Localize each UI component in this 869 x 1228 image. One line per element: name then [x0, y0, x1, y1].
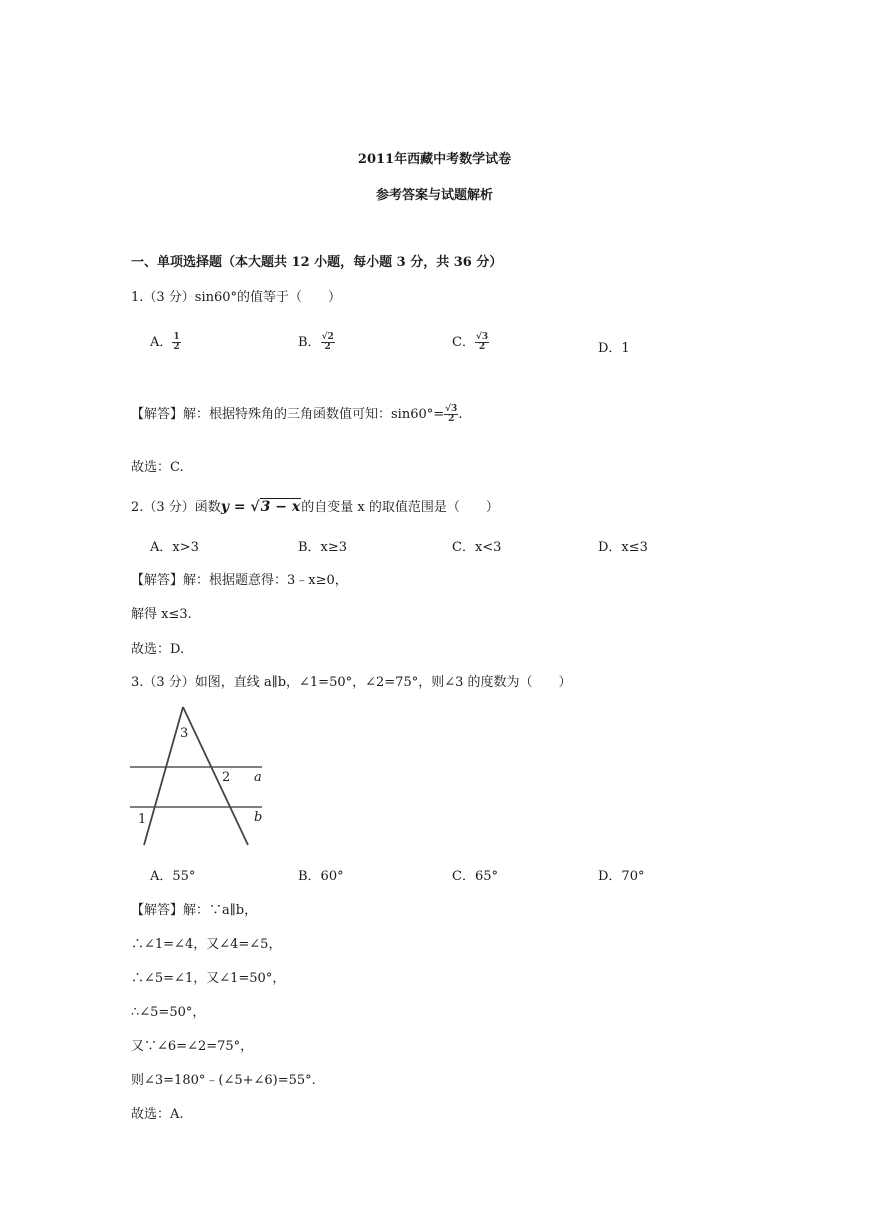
label-angle-3: 3 — [180, 726, 189, 741]
q1-solution-num: √3 — [445, 404, 458, 414]
q1-option-c-label: C． — [452, 335, 475, 350]
label-line-a: a — [254, 770, 262, 785]
q3-stem: 3.（3 分）如图，直线 a∥b，∠1=50°，∠2=75°，则∠3 的度数为（ ） — [131, 675, 572, 690]
q2-solution-line-2: 解得 x≤3. — [131, 607, 192, 622]
q3-solution-line-5: 又∵∠6=∠2=75°， — [131, 1039, 254, 1054]
q1-option-c-fraction — [475, 333, 489, 352]
q2-formula-left: y = √ — [220, 499, 260, 515]
label-angle-2: 2 — [222, 770, 231, 785]
q1-stem: 1.（3 分）sin60°的值等于（ ） — [131, 290, 342, 305]
q3-solution-line-1: 【解答】解：∵a∥b， — [131, 903, 258, 918]
transversal-left — [144, 707, 183, 845]
q3-solution-line-3: ∴∠5=∠1，又∠1=50°， — [131, 971, 286, 986]
q3-answer: 故选：A. — [131, 1107, 184, 1122]
q1-option-c-den: 2 — [478, 342, 486, 352]
q2-option-a: A．x>3 — [150, 540, 199, 555]
q2-formula — [221, 498, 301, 515]
q3-option-a: A．55° — [150, 869, 196, 884]
q1-option-a-num: 1 — [173, 332, 180, 342]
q1-solution — [131, 403, 462, 424]
q1-answer: 故选：C. — [131, 460, 184, 475]
q1-option-a-den: 2 — [173, 342, 180, 352]
q2-option-b: B．x≥3 — [298, 540, 348, 555]
q1-option-b-num: √2 — [321, 332, 334, 342]
q1-solution-den: 2 — [448, 414, 455, 424]
q1-option-b-fraction — [321, 333, 335, 352]
q1-solution-suffix: . — [458, 407, 463, 422]
q3-solution-line-6: 则∠3=180°﹣(∠5+∠6)=55°. — [131, 1073, 316, 1088]
q3-solution-line-4: ∴∠5=50°， — [131, 1005, 206, 1020]
q1-option-c — [452, 331, 489, 352]
q1-option-d: D．1 — [598, 341, 630, 356]
q1-option-a — [150, 331, 181, 352]
q2-formula-radicand: 3 − x — [260, 499, 301, 515]
q1-solution-text: 【解答】解：根据特殊角的三角函数值可知：sin60°= — [131, 407, 445, 422]
transversal-right — [183, 707, 248, 845]
q2-stem-suffix: 的自变量 x 的取值范围是（ ） — [301, 500, 499, 515]
q2-answer: 故选：D. — [131, 642, 185, 657]
label-angle-1: 1 — [138, 812, 147, 827]
document-subtitle: 参考答案与试题解析 — [375, 188, 493, 203]
q1-option-a-label: A． — [150, 335, 173, 350]
q2-solution-line-1: 【解答】解：根据题意得：3﹣x≥0， — [131, 573, 348, 588]
section-heading: 一、单项选择题（本大题共 12 小题，每小题 3 分，共 36 分） — [131, 255, 503, 270]
q1-option-b — [298, 331, 335, 352]
q3-option-b: B．60° — [298, 869, 344, 884]
q1-option-b-label: B． — [298, 335, 321, 350]
q1-option-a-fraction — [172, 333, 180, 352]
q2-option-d: D．x≤3 — [598, 540, 648, 555]
q1-option-c-num: √3 — [475, 332, 489, 342]
q2-stem — [131, 496, 499, 515]
q3-solution-line-2: ∴∠1=∠4，又∠4=∠5， — [131, 937, 282, 952]
q3-figure — [128, 700, 278, 850]
q1-option-b-den: 2 — [324, 342, 331, 352]
document-title: 2011年西藏中考数学试卷 — [357, 152, 512, 167]
q1-solution-fraction — [444, 405, 458, 424]
q2-stem-prefix: 2.（3 分）函数 — [131, 500, 221, 515]
label-line-b: b — [254, 810, 263, 825]
q3-option-c: C．65° — [452, 869, 498, 884]
q3-option-d: D．70° — [598, 869, 645, 884]
q2-option-c: C．x<3 — [452, 540, 502, 555]
